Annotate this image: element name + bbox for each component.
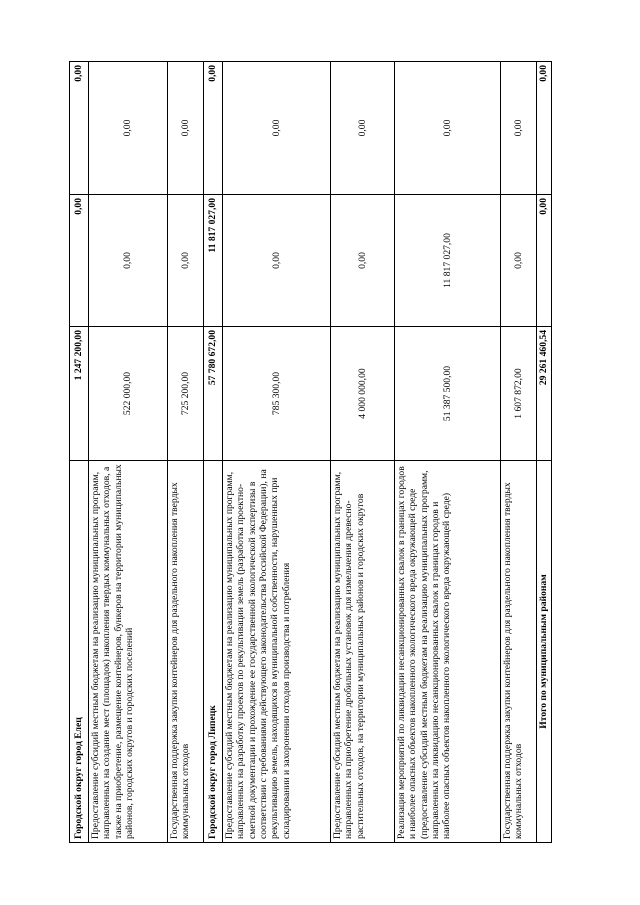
row-value-2: 0,00: [501, 195, 537, 327]
row-value-3: 0,00: [395, 62, 501, 195]
row-value-3: 0,00: [70, 62, 89, 195]
row-value-3: 0,00: [331, 62, 395, 195]
budget-table: [69, 61, 552, 843]
table-row: [168, 62, 204, 843]
row-value-3: 0,00: [223, 62, 331, 195]
row-value-1: 1 607 872,00: [501, 327, 537, 461]
row-name: Реализация мероприятий по ликвидации несанкционированных свалок в границах городов и наиболее опасных объектов накопленного экологического вреда окружающей среде (предоставление субсидий местным бюджетам на реализацию муниципальных программ, направленных на ликвидацию несанкционированных свалок в границах городов и наиболее опасных объектов накопленного экологического вреда окружающей среде): [395, 461, 501, 843]
row-name: Предоставление субсидий местным бюджетам на реализацию муниципальных программ, направленных на создание мест (площадок) накопления твердых коммунальных отходов, а также на приобретение, размещение контейнеров, бункеров на территории муниципальных районов, городских округов и городских поселений: [89, 461, 168, 843]
row-value-2: 0,00: [537, 195, 552, 327]
row-value-3: 0,00: [168, 62, 204, 195]
rotated-table-container: [69, 62, 551, 843]
row-value-1: 522 000,00: [89, 327, 168, 461]
row-value-3: 0,00: [501, 62, 537, 195]
row-value-1: 57 780 672,00: [204, 327, 223, 461]
row-name: Государственная поддержка закупки контейнеров для раздельного накопления твердых коммунальных отходов: [168, 461, 204, 843]
row-value-1: 725 200,00: [168, 327, 204, 461]
row-value-2: 0,00: [223, 195, 331, 327]
row-value-2: 11 817 027,00: [204, 195, 223, 327]
row-value-2: 0,00: [89, 195, 168, 327]
row-name: Государственная поддержка закупки контейнеров для раздельного накопления твердых коммунальных отходов: [501, 461, 537, 843]
row-value-2: 11 817 027,00: [395, 195, 501, 327]
table-row: [395, 62, 501, 843]
table-row: [89, 62, 168, 843]
row-value-1: 1 247 200,00: [70, 327, 89, 461]
table-row: [223, 62, 331, 843]
row-value-2: 0,00: [331, 195, 395, 327]
table-row: [70, 62, 89, 843]
row-name: Итого по муниципальным районам: [537, 461, 552, 843]
row-value-2: 0,00: [168, 195, 204, 327]
table-row-total: [537, 62, 552, 843]
row-name: Городской округ город Елец: [70, 461, 89, 843]
row-value-1: 4 000 000,00: [331, 327, 395, 461]
row-value-3: 0,00: [89, 62, 168, 195]
row-value-1: 29 261 460,54: [537, 327, 552, 461]
row-value-1: 51 387 500,00: [395, 327, 501, 461]
row-name: Предоставление субсидий местным бюджетам на реализацию муниципальных программ, направленных на приобретение дробильных установок для измельчения древесно-растительных отходов, на территории муниципальных районов и городских округов: [331, 461, 395, 843]
row-name: Предоставление субсидий местным бюджетам на реализацию муниципальных программ, направленных на разработку проектов по рекультивации земель (разработка проектно-сметной документации и прохождение ее государственной экологической экспертизы в соответствии с требованиями действующего законодательства Российской Федерации), на рекультивацию земель, находящихся в муниципальной собственности, нарушенных при складировании и захоронении отходов производства и потребления: [223, 461, 331, 843]
row-value-3: 0,00: [537, 62, 552, 195]
row-value-2: 0,00: [70, 195, 89, 327]
row-name: Городской округ город Липецк: [204, 461, 223, 843]
table-row: [204, 62, 223, 843]
row-value-3: 0,00: [204, 62, 223, 195]
table-row: [501, 62, 537, 843]
table-row: [331, 62, 395, 843]
row-value-1: 785 300,00: [223, 327, 331, 461]
